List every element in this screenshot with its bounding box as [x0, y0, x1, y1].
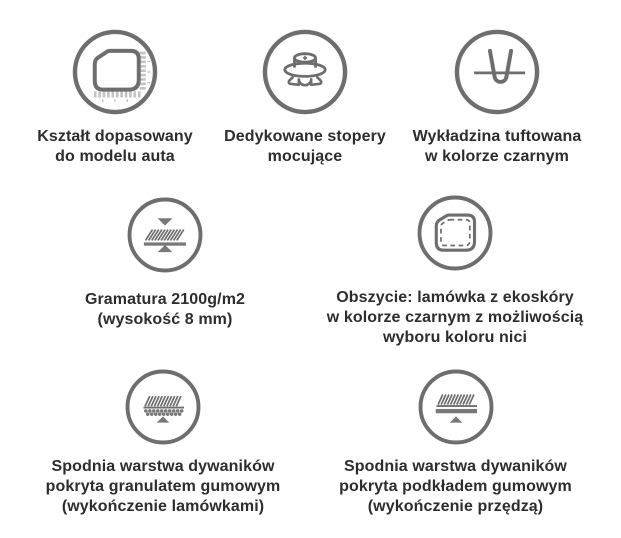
granulate-backing-icon — [124, 368, 202, 446]
feature-edging — [300, 194, 610, 348]
caption-line: (wysokość 8 mm) — [97, 311, 233, 328]
caption-line: Wykładzina tuftowana — [412, 128, 582, 145]
caption-line: do modelu auta — [55, 148, 175, 165]
feature-caption — [327, 288, 584, 348]
caption-line: pokryta podkładem gumowym — [339, 478, 572, 495]
caption-line: w kolorze czarnym — [425, 148, 569, 165]
caption-line: wyboru koloru nici — [382, 329, 528, 346]
stitched-edge-mat-icon — [416, 194, 494, 272]
caption-line: w kolorze czarnym z możliwością — [326, 309, 584, 326]
feature-shape-fit — [5, 28, 225, 167]
caption-line: (wykończenie lamówkami) — [61, 498, 265, 515]
caption-line: pokryta granulatem gumowym — [45, 478, 281, 495]
feature-tufted-carpet — [387, 28, 607, 167]
caption-line: Dedykowane stopery — [224, 128, 386, 145]
feature-stoppers — [195, 28, 415, 167]
mounting-clip-icon — [261, 28, 349, 116]
caption-line: Spodnia warstwa dywaników — [51, 458, 275, 475]
feature-caption — [413, 127, 582, 167]
feature-caption — [339, 457, 572, 517]
caption-line: Spodnia warstwa dywaników — [343, 458, 567, 475]
feature-caption — [46, 457, 281, 517]
feature-granulate-backing — [20, 368, 306, 517]
caption-line: (wykończenie przędzą) — [367, 498, 544, 515]
caption-line: Gramatura 2100g/m2 — [84, 291, 246, 308]
thickness-arrows-icon — [126, 196, 204, 274]
car-mat-shape-with-ruler-icon — [71, 28, 159, 116]
tufted-pile-icon — [453, 28, 541, 116]
caption-line: Obszycie: lamówka z ekoskóry — [336, 289, 574, 306]
feature-caption — [37, 127, 193, 167]
feature-weight — [40, 196, 290, 330]
feature-underlay-backing — [308, 368, 603, 517]
feature-caption — [224, 127, 386, 167]
feature-caption — [85, 290, 245, 330]
caption-line: Kształt dopasowany — [37, 128, 193, 145]
caption-line: mocujące — [267, 148, 343, 165]
rubber-underlay-backing-icon — [417, 368, 495, 446]
